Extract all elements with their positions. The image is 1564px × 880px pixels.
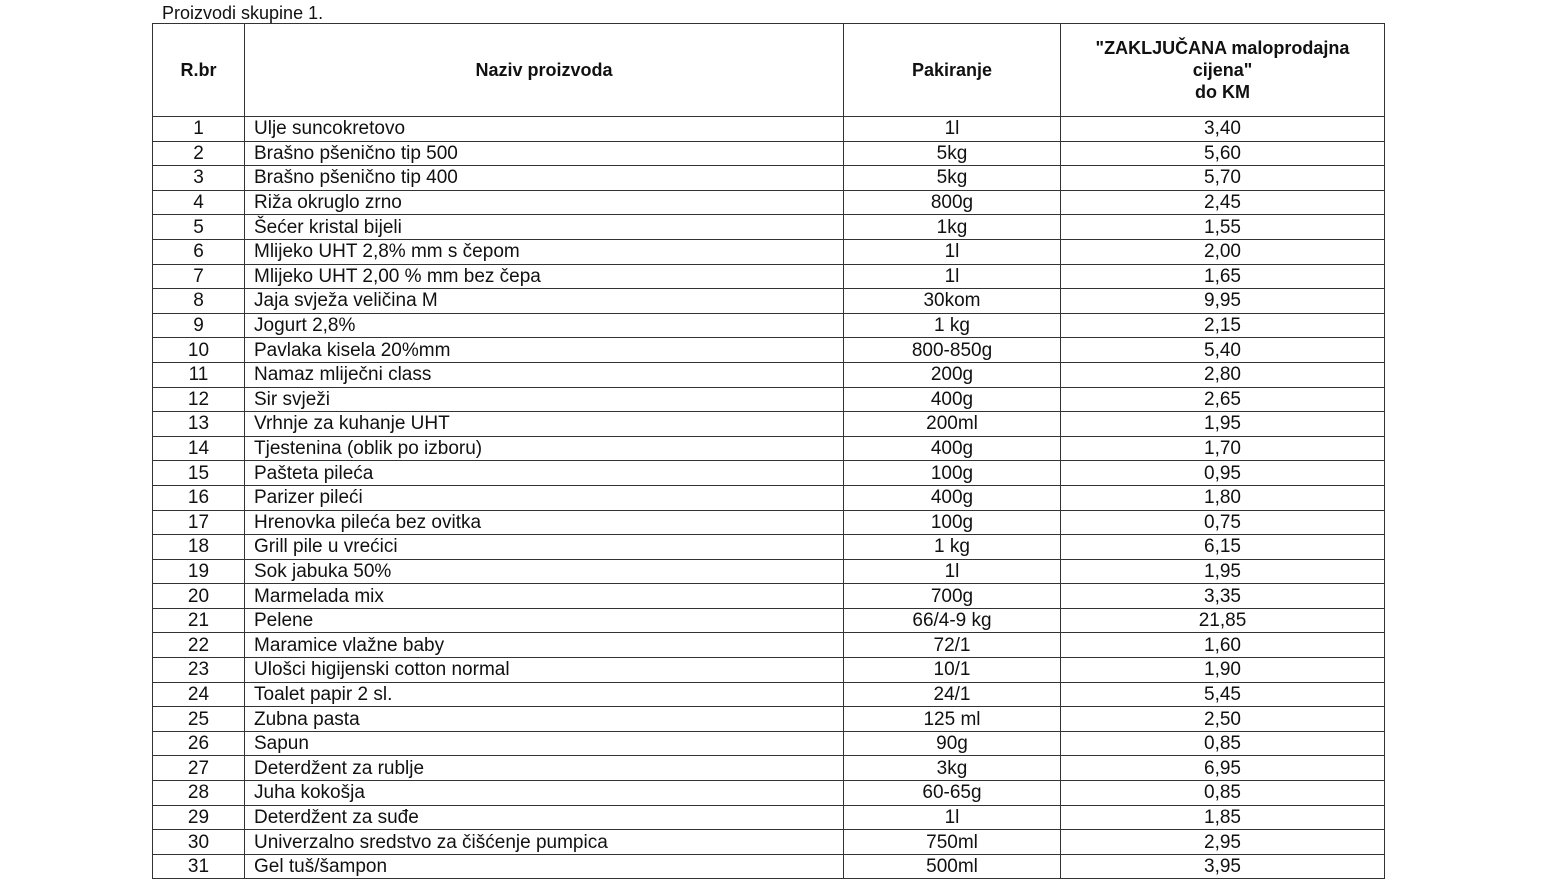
- cell-packaging: 400g: [844, 436, 1061, 461]
- header-rbr: R.br: [153, 24, 245, 117]
- cell-product-name: Riža okruglo zrno: [245, 190, 844, 215]
- cell-packaging: 200ml: [844, 412, 1061, 437]
- table-row: [153, 436, 1385, 461]
- cell-product-name: Gel tuš/šampon: [245, 854, 844, 879]
- cell-packaging: 72/1: [844, 633, 1061, 658]
- cell-rbr: 21: [153, 608, 245, 633]
- table-row: [153, 289, 1385, 314]
- cell-rbr: 10: [153, 338, 245, 363]
- cell-rbr: 30: [153, 830, 245, 855]
- table-row: [153, 117, 1385, 142]
- table-row: [153, 412, 1385, 437]
- cell-price: 1,95: [1061, 412, 1385, 437]
- header-row: [153, 24, 1385, 117]
- cell-product-name: Namaz mliječni class: [245, 362, 844, 387]
- cell-rbr: 25: [153, 707, 245, 732]
- cell-packaging: 500ml: [844, 854, 1061, 879]
- table-header: [153, 24, 1385, 117]
- cell-product-name: Ulje suncokretovo: [245, 117, 844, 142]
- cell-packaging: 90g: [844, 731, 1061, 756]
- table-row: [153, 362, 1385, 387]
- cell-price: 5,70: [1061, 166, 1385, 191]
- cell-price: 2,00: [1061, 239, 1385, 264]
- cell-product-name: Pelene: [245, 608, 844, 633]
- cell-rbr: 14: [153, 436, 245, 461]
- header-name: Naziv proizvoda: [245, 24, 844, 117]
- cell-product-name: Juha kokošja: [245, 781, 844, 806]
- cell-product-name: Pavlaka kisela 20%mm: [245, 338, 844, 363]
- cell-product-name: Deterdžent za suđe: [245, 805, 844, 830]
- cell-packaging: 400g: [844, 387, 1061, 412]
- cell-price: 1,95: [1061, 559, 1385, 584]
- cell-product-name: Deterdžent za rublje: [245, 756, 844, 781]
- cell-packaging: 5kg: [844, 141, 1061, 166]
- table-row: [153, 239, 1385, 264]
- table-body: [153, 117, 1385, 879]
- cell-product-name: Parizer pileći: [245, 485, 844, 510]
- header-pack: Pakiranje: [844, 24, 1061, 117]
- header-price-unit: do KM: [1195, 82, 1250, 102]
- table-row: [153, 584, 1385, 609]
- table-row: [153, 707, 1385, 732]
- table-row: [153, 756, 1385, 781]
- cell-packaging: 66/4-9 kg: [844, 608, 1061, 633]
- table-row: [153, 338, 1385, 363]
- cell-price: 1,65: [1061, 264, 1385, 289]
- cell-price: 6,95: [1061, 756, 1385, 781]
- cell-rbr: 11: [153, 362, 245, 387]
- cell-rbr: 23: [153, 658, 245, 683]
- cell-packaging: 60-65g: [844, 781, 1061, 806]
- cell-product-name: Marmelada mix: [245, 584, 844, 609]
- header-price-title: "ZAKLJUČANA maloprodajna cijena": [1095, 38, 1350, 80]
- cell-product-name: Vrhnje za kuhanje UHT: [245, 412, 844, 437]
- table-row: [153, 805, 1385, 830]
- cell-rbr: 16: [153, 485, 245, 510]
- cell-rbr: 13: [153, 412, 245, 437]
- cell-packaging: 1 kg: [844, 535, 1061, 560]
- table-row: [153, 535, 1385, 560]
- cell-price: 2,15: [1061, 313, 1385, 338]
- table-row: [153, 387, 1385, 412]
- cell-packaging: 800-850g: [844, 338, 1061, 363]
- table-row: [153, 830, 1385, 855]
- cell-rbr: 20: [153, 584, 245, 609]
- cell-rbr: 18: [153, 535, 245, 560]
- cell-packaging: 1l: [844, 117, 1061, 142]
- cell-product-name: Mlijeko UHT 2,00 % mm bez čepa: [245, 264, 844, 289]
- cell-price: 1,80: [1061, 485, 1385, 510]
- cell-product-name: Mlijeko UHT 2,8% mm s čepom: [245, 239, 844, 264]
- cell-rbr: 1: [153, 117, 245, 142]
- cell-rbr: 19: [153, 559, 245, 584]
- cell-rbr: 4: [153, 190, 245, 215]
- cell-price: 2,50: [1061, 707, 1385, 732]
- table-caption: Proizvodi skupine 1.: [162, 3, 324, 23]
- cell-rbr: 8: [153, 289, 245, 314]
- cell-price: 2,65: [1061, 387, 1385, 412]
- cell-price: 0,95: [1061, 461, 1385, 486]
- cell-price: 2,45: [1061, 190, 1385, 215]
- cell-packaging: 30kom: [844, 289, 1061, 314]
- cell-packaging: 125 ml: [844, 707, 1061, 732]
- cell-rbr: 2: [153, 141, 245, 166]
- cell-packaging: 1l: [844, 239, 1061, 264]
- cell-price: 1,70: [1061, 436, 1385, 461]
- table-row: [153, 264, 1385, 289]
- cell-price: 5,45: [1061, 682, 1385, 707]
- cell-packaging: 750ml: [844, 830, 1061, 855]
- cell-packaging: 5kg: [844, 166, 1061, 191]
- cell-packaging: 10/1: [844, 658, 1061, 683]
- cell-price: 3,95: [1061, 854, 1385, 879]
- table-row: [153, 190, 1385, 215]
- cell-rbr: 6: [153, 239, 245, 264]
- cell-product-name: Toalet papir 2 sl.: [245, 682, 844, 707]
- cell-rbr: 22: [153, 633, 245, 658]
- cell-rbr: 17: [153, 510, 245, 535]
- cell-rbr: 5: [153, 215, 245, 240]
- cell-price: 3,40: [1061, 117, 1385, 142]
- cell-packaging: 200g: [844, 362, 1061, 387]
- table-row: [153, 313, 1385, 338]
- cell-packaging: 100g: [844, 510, 1061, 535]
- table-row: [153, 215, 1385, 240]
- cell-rbr: 29: [153, 805, 245, 830]
- products-table: [152, 23, 1385, 879]
- cell-price: 2,95: [1061, 830, 1385, 855]
- cell-product-name: Univerzalno sredstvo za čišćenje pumpica: [245, 830, 844, 855]
- cell-packaging: 800g: [844, 190, 1061, 215]
- table-row: [153, 854, 1385, 879]
- cell-packaging: 1 kg: [844, 313, 1061, 338]
- table-row: [153, 141, 1385, 166]
- cell-price: 5,60: [1061, 141, 1385, 166]
- cell-packaging: 700g: [844, 584, 1061, 609]
- cell-price: 1,90: [1061, 658, 1385, 683]
- cell-product-name: Maramice vlažne baby: [245, 633, 844, 658]
- cell-rbr: 27: [153, 756, 245, 781]
- cell-product-name: Zubna pasta: [245, 707, 844, 732]
- cell-price: 2,80: [1061, 362, 1385, 387]
- cell-product-name: Tjestenina (oblik po izboru): [245, 436, 844, 461]
- cell-rbr: 26: [153, 731, 245, 756]
- cell-product-name: Sok jabuka 50%: [245, 559, 844, 584]
- cell-packaging: 1l: [844, 264, 1061, 289]
- cell-rbr: 7: [153, 264, 245, 289]
- cell-product-name: Grill pile u vrećici: [245, 535, 844, 560]
- cell-price: 1,60: [1061, 633, 1385, 658]
- cell-price: 6,15: [1061, 535, 1385, 560]
- cell-product-name: Hrenovka pileća bez ovitka: [245, 510, 844, 535]
- table-row: [153, 608, 1385, 633]
- cell-product-name: Brašno pšenično tip 500: [245, 141, 844, 166]
- cell-price: 1,85: [1061, 805, 1385, 830]
- cell-price: 9,95: [1061, 289, 1385, 314]
- cell-price: 21,85: [1061, 608, 1385, 633]
- cell-price: 5,40: [1061, 338, 1385, 363]
- cell-product-name: Jaja svježa veličina M: [245, 289, 844, 314]
- cell-product-name: Brašno pšenično tip 400: [245, 166, 844, 191]
- cell-price: 0,85: [1061, 781, 1385, 806]
- cell-packaging: 1kg: [844, 215, 1061, 240]
- cell-rbr: 3: [153, 166, 245, 191]
- cell-product-name: Sir svježi: [245, 387, 844, 412]
- table-row: [153, 166, 1385, 191]
- cell-price: 0,75: [1061, 510, 1385, 535]
- table-row: [153, 633, 1385, 658]
- cell-packaging: 400g: [844, 485, 1061, 510]
- cell-rbr: 15: [153, 461, 245, 486]
- cell-price: 1,55: [1061, 215, 1385, 240]
- cell-rbr: 9: [153, 313, 245, 338]
- cell-packaging: 3kg: [844, 756, 1061, 781]
- cell-product-name: Ulošci higijenski cotton normal: [245, 658, 844, 683]
- cell-packaging: 1l: [844, 559, 1061, 584]
- cell-product-name: Jogurt 2,8%: [245, 313, 844, 338]
- cell-rbr: 24: [153, 682, 245, 707]
- table-row: [153, 658, 1385, 683]
- table-row: [153, 781, 1385, 806]
- table-row: [153, 682, 1385, 707]
- cell-packaging: 24/1: [844, 682, 1061, 707]
- cell-product-name: Pašteta pileća: [245, 461, 844, 486]
- table-row: [153, 559, 1385, 584]
- cell-rbr: 28: [153, 781, 245, 806]
- cell-packaging: 1l: [844, 805, 1061, 830]
- cell-packaging: 100g: [844, 461, 1061, 486]
- table-row: [153, 461, 1385, 486]
- cell-price: 0,85: [1061, 731, 1385, 756]
- cell-price: 3,35: [1061, 584, 1385, 609]
- cell-product-name: Šećer kristal bijeli: [245, 215, 844, 240]
- cell-rbr: 12: [153, 387, 245, 412]
- table-row: [153, 731, 1385, 756]
- cell-rbr: 31: [153, 854, 245, 879]
- header-price: [1061, 24, 1385, 117]
- table-row: [153, 485, 1385, 510]
- cell-product-name: Sapun: [245, 731, 844, 756]
- table-row: [153, 510, 1385, 535]
